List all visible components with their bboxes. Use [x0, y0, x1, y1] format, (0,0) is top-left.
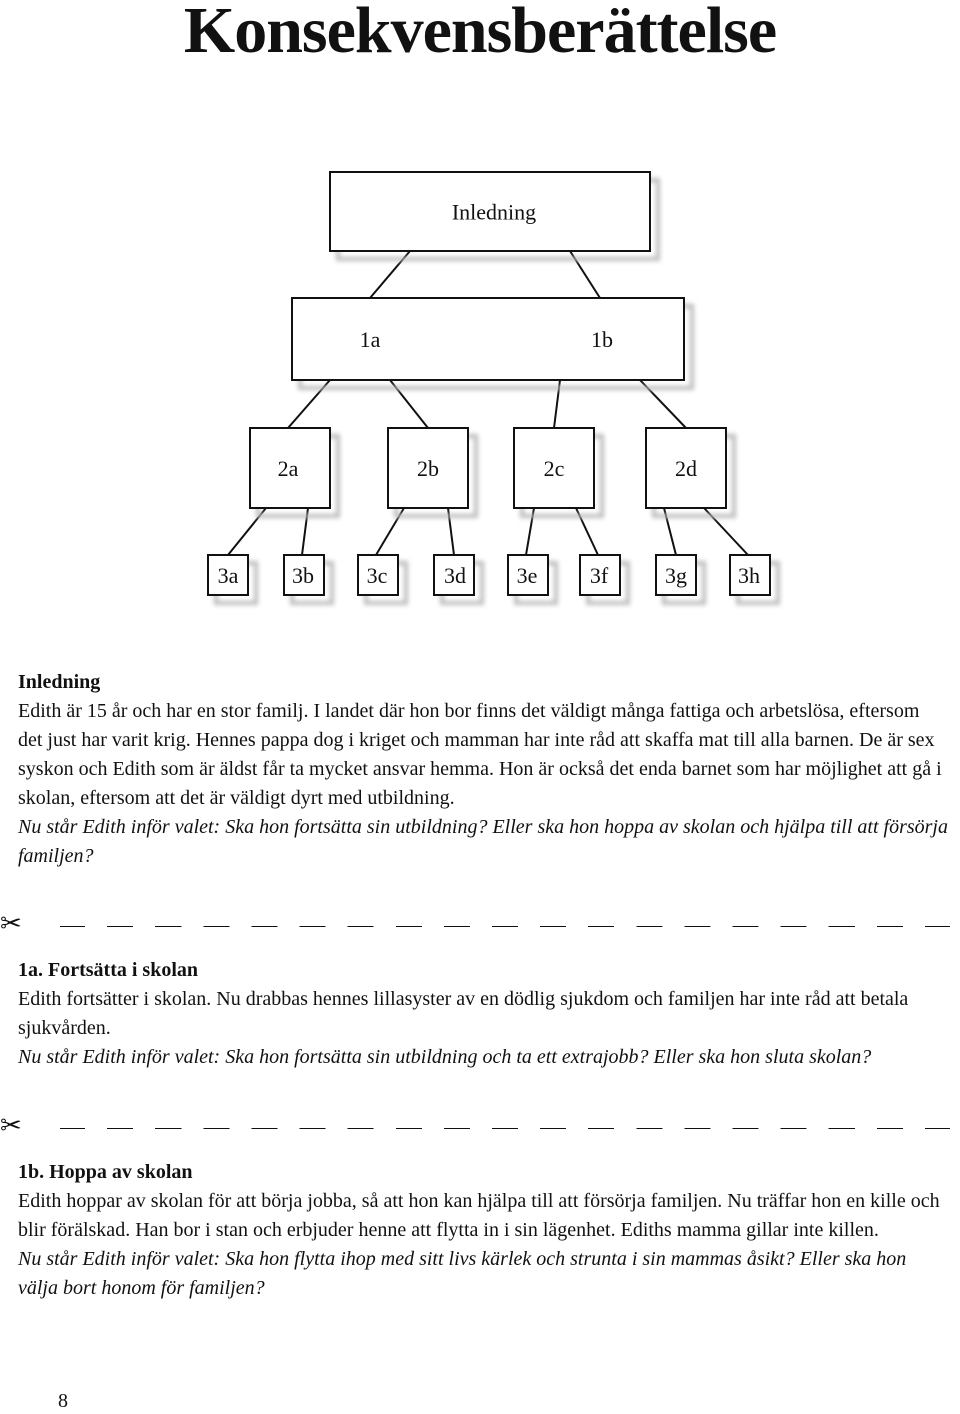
node-label: 3g [665, 563, 687, 588]
node-label: 2b [417, 456, 439, 481]
node-label: Inledning [451, 199, 537, 225]
section-question: Nu står Edith inför valet: Ska hon flytta ihop med sitt livs kärlek och strunta i sin mammas åsikt? Eller ska hon välja bort honom för familjen? [18, 1248, 907, 1299]
node-2d [646, 428, 734, 516]
section-body: Edith hoppar av skolan för att börja jobba, så att hon kan hjälpa till att försörja familjen. Nu träffar hon en kille och blir förälskad. Han bor i stan och erbjuder henne att flytta in i sin lägenhet. Ediths mamma gillar inte killen. [18, 1190, 940, 1241]
dashed-line [60, 926, 950, 927]
node-label: 3e [516, 563, 538, 588]
section-1b [18, 1158, 948, 1303]
node-2a [250, 428, 338, 516]
node-label: 3c [366, 563, 388, 588]
node-label: 3a [217, 563, 239, 588]
consequence-tree-diagram [0, 160, 960, 630]
node-3b [284, 555, 332, 603]
node-3e [508, 555, 556, 603]
section-question: Nu står Edith inför valet: Ska hon fortsätta sin utbildning? Eller ska hon hoppa av skolan och hjälpa till att försörja familjen? [18, 816, 948, 867]
node-label: 3d [444, 563, 466, 588]
cut-line [0, 1111, 960, 1142]
node-label: 3b [292, 563, 314, 588]
section-1a [18, 956, 948, 1072]
node-label: 2d [675, 456, 697, 481]
node-3c [358, 555, 406, 603]
node-label: 2c [543, 456, 565, 481]
page-title: Konsekvensberättelse [183, 0, 777, 67]
node-label: 1a [359, 327, 381, 352]
node-label: 1b [591, 327, 613, 352]
section-body: Edith fortsätter i skolan. Nu drabbas hennes lillasyster av en dödlig sjukdom och familjen har inte råd att betala sjukvården. [18, 988, 909, 1039]
node-3f [580, 555, 628, 603]
scissors-icon: ✂ [0, 1111, 22, 1141]
node-2c [514, 428, 602, 516]
page-number: 8 [58, 1390, 68, 1412]
cut-line [0, 909, 960, 940]
node-label: 2a [277, 456, 299, 481]
node-3h [730, 555, 778, 603]
node-3d [434, 555, 482, 603]
dashed-line [60, 1128, 950, 1129]
node-level1 [292, 298, 692, 388]
section-body: Edith är 15 år och har en stor familj. I landet där hon bor finns det väldigt många fattiga och arbetslösa, eftersom det just har varit krig. Hennes pappa dog i kriget och mamman har inte råd att skaffa mat till alla barnen. De är sex syskon och Edith som är äldst får ta mycket ansvar hemma. Hon är också det enda barnet som har möjlighet att gå i skolan, eftersom att det är väldigt dyrt med utbildning. [18, 700, 942, 809]
section-inledning [18, 668, 948, 871]
section-question: Nu står Edith inför valet: Ska hon fortsätta sin utbildning och ta ett extrajobb? Eller ska hon sluta skolan? [18, 1046, 872, 1068]
node-label: 3f [589, 563, 609, 588]
node-3g [656, 555, 704, 603]
section-heading: 1a. Fortsätta i skolan [18, 959, 198, 981]
box-frame [292, 298, 684, 380]
node-2b [388, 428, 476, 516]
section-heading: Inledning [18, 671, 101, 693]
node-inledning [330, 172, 658, 259]
section-heading: 1b. Hoppa av skolan [18, 1161, 193, 1183]
scissors-icon: ✂ [0, 909, 22, 939]
node-3a [208, 555, 256, 603]
node-label: 3h [738, 563, 760, 588]
